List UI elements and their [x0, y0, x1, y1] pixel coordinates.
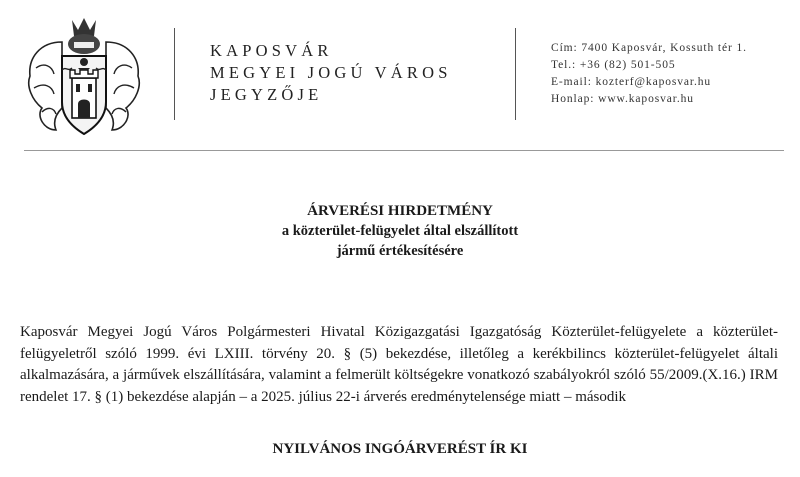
city-coat-of-arms	[22, 12, 146, 140]
auction-decree-heading: NYILVÁNOS INGÓÁRVERÉST ÍR KI	[272, 441, 528, 457]
contact-block	[551, 40, 747, 108]
org-line-1: KAPOSVÁR	[210, 41, 333, 60]
header-divider-left	[174, 28, 175, 120]
notice-title-main: ÁRVERÉSI HIRDETMÉNY	[307, 203, 493, 219]
org-line-3: JEGYZŐJE	[210, 85, 323, 104]
organization-name	[210, 40, 452, 106]
notice-title	[0, 201, 800, 261]
org-line-2: MEGYEI JOGÚ VÁROS	[210, 63, 452, 82]
contact-website: Honlap: www.kaposvar.hu	[551, 93, 694, 105]
contact-address: Cím: 7400 Kaposvár, Kossuth tér 1.	[551, 42, 747, 54]
notice-subtitle-2: jármű értékesítésére	[336, 243, 464, 259]
header-divider-right	[515, 28, 516, 120]
contact-phone: Tel.: +36 (82) 501-505	[551, 59, 676, 71]
notice-subtitle-1: a közterület-felügyelet által elszállított	[281, 223, 519, 239]
notice-body-paragraph: Kaposvár Megyei Jogú Város Polgármesteri Hivatal Közigazgatási Igazgatóság Közterület-felügyelete a közterület-felügyeletről szóló 1999. évi LXIII. törvény 20. § (5) bekezdése, illetőleg a kerékbilincs közterület-felügyelet általi alkalmazására, a járművek elszállítására, valamint a felmerült költségekre vonatkozó szabályokról szóló 55/2009.(X.16.) IRM rendelet 17. § (1) bekezdése alapján – a 2025. július 22-i árverés eredménytelensége miatt – második	[20, 324, 778, 405]
header-separator	[24, 150, 784, 151]
contact-email: E-mail: kozterf@kaposvar.hu	[551, 76, 712, 88]
